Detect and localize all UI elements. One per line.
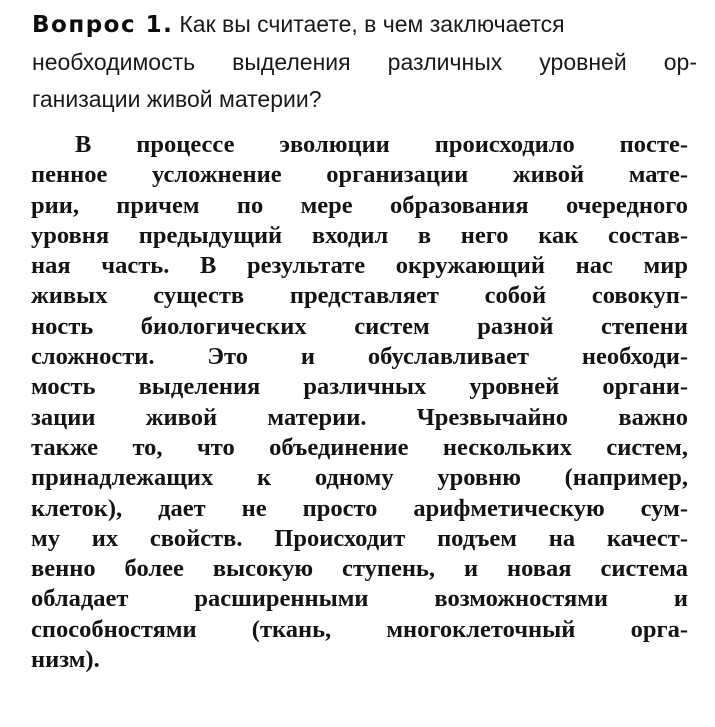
answer-line-14: му их свойств. Происходит подъем на качест- [31,524,688,552]
answer-line-17: способностями (ткань, многоклеточный орга- [31,615,688,643]
question-line-3: ганизации живой материи? [32,86,322,112]
question-label: Вопрос 1. [32,12,174,38]
question-text-1: Как вы считаете, в чем заключается [179,11,565,37]
answer-line-16: обладает расширенными возможностями и [31,585,688,613]
answer-block [31,130,688,675]
answer-line-10: зации живой материи. Чрезвычайно важно [31,403,688,431]
answer-line-18: низм). [31,646,100,674]
answer-line-13: клеток), дает не просто арифметическую сум- [31,494,688,522]
answer-line-1: В процессе эволюции происходило посте- [75,131,688,158]
answer-line-7: ность биологических систем разной степени [31,312,688,340]
answer-line-12: принадлежащих к одному уровню (например, [31,464,688,492]
question-line-2: необходимость выделения различных уровней ор- [32,49,697,75]
answer-line-2: пенное усложнение организации живой мате- [31,161,688,189]
answer-line-11: также то, что объединение нескольких систем, [31,433,688,461]
answer-line-8: сложности. Это и обуславливает необходи- [31,343,688,371]
answer-line-3: рии, причем по мере образования очередного [31,191,688,219]
question-line-1 [32,6,697,44]
answer-line-15: венно более высокую ступень, и новая система [31,555,688,583]
answer-line-6: живых существ представляет собой совокуп- [31,282,688,310]
answer-line-5: ная часть. В результате окружающий нас мир [31,252,688,280]
question-block [32,6,697,118]
answer-line-9: мость выделения различных уровней органи- [31,373,688,401]
answer-line-4: уровня предыдущий входил в него как состав- [31,221,688,249]
